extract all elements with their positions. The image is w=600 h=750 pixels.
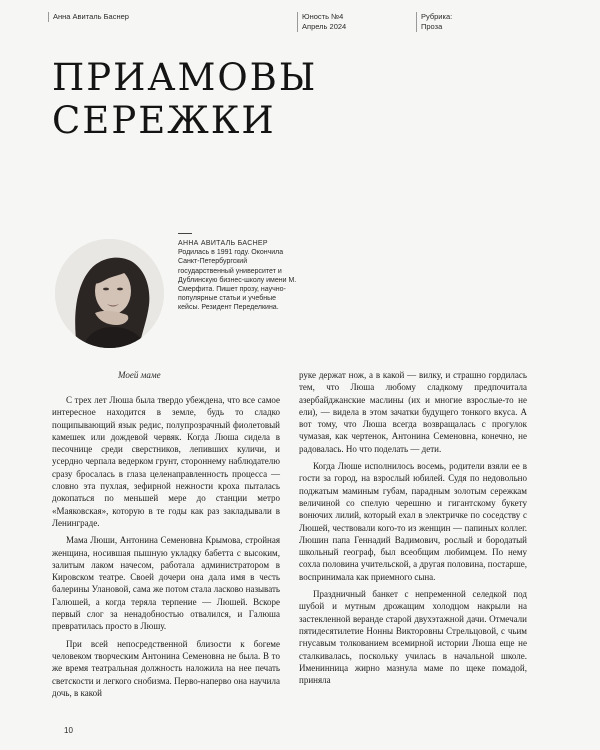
story-title-line-1: ПРИАМОВЫ xyxy=(52,56,318,99)
paragraph: Когда Люше исполнилось восемь, родители взяли ее в гости за город, на взрослый юбилей. Судя по недовольно поджатым маминым губам, парадным золотым сережкам величиной со спелую черешню и гигантскому букету вонючих лилий, который ехал в электричке по соседству с Люшей, чествовали кого-то из женщин — папиных коллег. Люшин папа Геннадий Вадимович, рослый и бородатый школьный географ, был всеобщим любимцем. По нему сохла половина учительской, а другая половина, постарше, воспринимала как приемного сына. xyxy=(299,461,527,582)
author-portrait-illustration xyxy=(55,239,164,348)
author-bio: Родилась в 1991 году. Окончила Санкт-Петербургский государственный университет и Дублинскую бизнес-школу имени М. Смерфита. Пишет прозу, научно-популярные статьи и учебные кейсы. Резидент Переделкина. xyxy=(178,249,297,312)
page-number: 10 xyxy=(64,726,73,735)
header-magazine: Юность №4 xyxy=(302,12,344,21)
header-author-name: Анна Авиталь Баснер xyxy=(53,12,129,21)
text-column-left xyxy=(52,394,280,699)
story-title xyxy=(52,56,317,142)
header-rubric xyxy=(416,12,452,32)
author-name: АННА АВИТАЛЬ БАСНЕР xyxy=(178,240,268,247)
paragraph-continuation: руке держат нож, а в какой — вилку, и страшно гордилась тем, что Люша любому сладкому предпочитала азербайджанские маслины (их и многие взрослые-то не ели), — видела в этом зачатки будущего тонкого вкуса. А вот тому, что Люша всегда возвращалась с прогулок чумазая, как чертенок, Антонина Семеновна, конечно, не радовалась. Но что поделать — дети. xyxy=(299,370,527,454)
paragraph: С трех лет Люша была твердо убеждена, что все самое интересное находится в земле, будь то сладко пощипывающий язык редис, полупрозрачный фиолетовый камешек или дождевой червяк. Когда Люша сидела в песочнице среди сверстников, лепивших куличи, и усердно черпала ведерком грунт, стороннему наблюдателю сразу бросалась в глаза целенаправленность процесса — словно эта пухлая, зефирной нежности кроха пыталась докопаться по меньшей мере до станции метро «Маяковская», которую в те годы как раз закладывали в Ленинграде. xyxy=(52,395,280,528)
author-info xyxy=(178,239,298,313)
dedication: Моей маме xyxy=(118,370,161,380)
header-rubric-value: Проза xyxy=(421,22,443,31)
header-author xyxy=(48,12,129,22)
author-photo xyxy=(55,239,164,348)
paragraph: При всей непосредственной близости к богеме человеком творческим Антонина Семеновна не была. В то же время театральная должность наложила на нее печать светскости и легкого снобизма. Перво-наперво она научила дочь, в какой xyxy=(52,638,280,698)
text-column-right xyxy=(299,369,527,686)
paragraph: Праздничный банкет с непременной селедкой под шубой и мутным дрожащим холодцом накрыли на застекленной веранде старой двухэтажной дачи. Отмечали пятидесятилетие Нонны Викторовны Стрельцовой, с чьим гнусавым толкованием всемирной истории Люша еще не сталкивалась, поскольку училась в начальной школе. Именинница жирно мазнула маме по щеке помадой, приняла xyxy=(299,589,527,686)
header-rubric-label: Рубрика: xyxy=(421,12,453,21)
header-date: Апрель 2024 xyxy=(302,22,347,31)
header-issue xyxy=(297,12,346,32)
author-divider xyxy=(178,233,192,234)
paragraph: Мама Люши, Антонина Семеновна Крымова, стройная женщина, носившая пышную укладку бабетта с высоким, залитым лаком начесом, работала администратором в Кировском театре. Своей дочери она дала имя в честь балерины Улановой, сама же потом стала ласково называть Галюшей, а когда теряла терпение — Люшей. Вскоре первый слог за ненадобностью отвалился, и Галюша превратилась просто в Люшу. xyxy=(52,535,280,632)
story-title-line-2: СЕРЕЖКИ xyxy=(52,99,276,142)
